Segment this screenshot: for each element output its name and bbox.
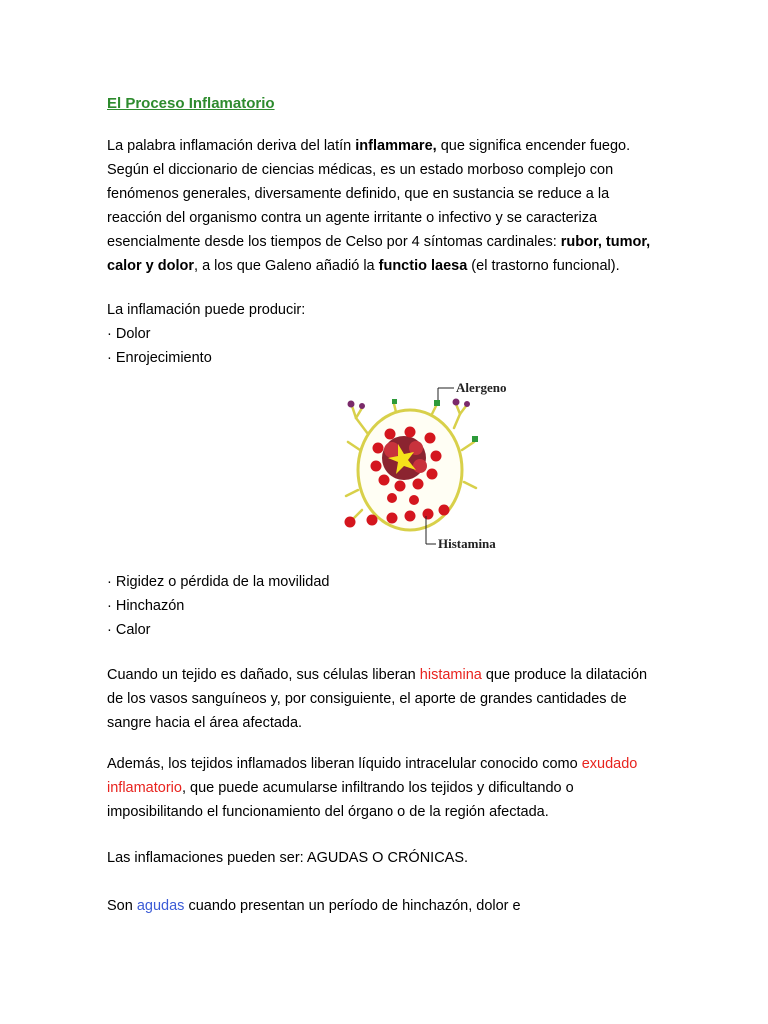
exudate-paragraph [107,752,667,824]
list-intro: La inflamación puede producir: [107,302,306,318]
histamine-highlight: histamina [419,667,482,683]
exudate-highlight: exudado inflamatorio [107,756,638,796]
histamine-text-1: Cuando un tejido es dañado, sus células liberan [107,667,420,683]
allergen-label: Alergeno [456,380,507,395]
effects-list-1 [107,298,667,370]
intro-bold-functio: functio laesa [378,258,468,274]
intro-text-3: , a los que Galeno añadió la [194,258,379,274]
list-item: · Hinchazón [107,598,185,614]
acute-highlight: agudas [136,898,185,914]
types-paragraph: Las inflamaciones pueden ser: AGUDAS O CRÓNICAS. [107,850,469,866]
page-title: El Proceso Inflamatorio [107,95,275,112]
histamine-paragraph [107,663,667,735]
histamine-text-2: que produce la dilatación de los vasos sanguíneos y, por consiguiente, el aporte de grandes cantidades de sangre hacia el área afectada. [107,667,648,731]
acute-paragraph [107,894,667,918]
intro-paragraph [107,134,667,278]
list-item: · Enrojecimiento [107,350,212,366]
intro-bold-symptoms: rubor, tumor, calor y dolor [107,234,651,274]
intro-text-2: que significa encender fuego. Según el diccionario de ciencias médicas, es un estado morboso complejo con fenómenos generales, diversamente definido, que en sustancia se reduce a la reacción del organismo contra un agente irritante o infectivo y se caracteriza esencialmente desde los tiempos de Celso por 4 síntomas cardinales: [107,138,631,250]
inflammation-diagram [332,370,518,560]
list-item: · Calor [107,622,151,638]
histamine-label: Histamina [438,536,496,551]
intro-text-1: La palabra inflamación deriva del latín [107,138,356,154]
intro-bold-inflammare: inflammare, [355,138,437,154]
acute-text-2: cuando presentan un período de hinchazón, dolor e [184,898,521,914]
exudate-text-2: , que puede acumularse infiltrando los tejidos y dificultando o imposibilitando el funcionamiento del órgano o de la región afectada. [107,780,574,820]
effects-list-2 [107,570,667,642]
list-item: · Dolor [107,326,151,342]
acute-text-1: Son [107,898,137,914]
exudate-text-1: Además, los tejidos inflamados liberan líquido intracelular conocido como [107,756,582,772]
list-item: · Rigidez o pérdida de la movilidad [107,574,330,590]
intro-text-4: (el trastorno funcional). [467,258,620,274]
